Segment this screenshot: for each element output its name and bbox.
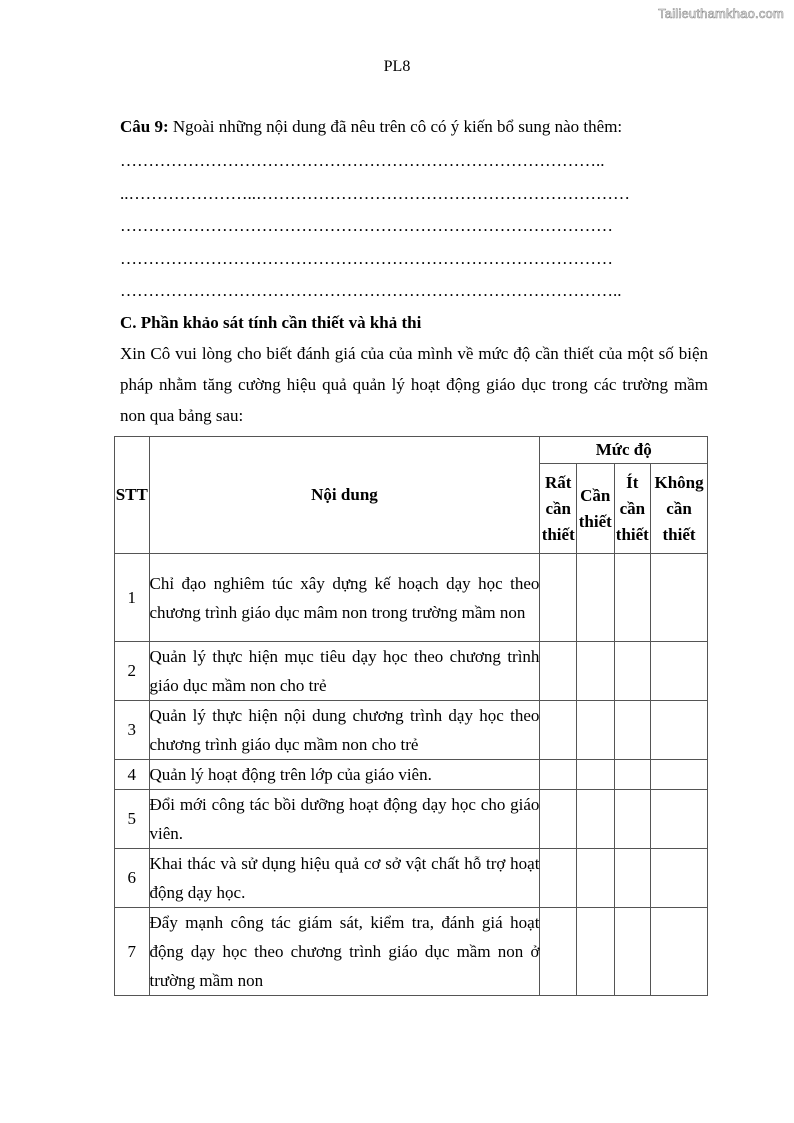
checkbox-cell[interactable] — [651, 642, 708, 701]
answer-line[interactable]: …………………………………………………………………………… — [120, 216, 613, 235]
answer-lines — [120, 145, 708, 308]
row-content: Quản lý hoạt động trên lớp của giáo viên. — [149, 760, 540, 790]
checkbox-cell[interactable] — [576, 554, 614, 642]
row-stt: 2 — [115, 642, 150, 701]
row-content: Quản lý thực hiện nội dung chương trình dạy học theo chương trình giáo dục mầm non cho trẻ — [149, 701, 540, 760]
checkbox-cell[interactable] — [651, 849, 708, 908]
checkbox-cell[interactable] — [614, 760, 651, 790]
checkbox-cell[interactable] — [576, 760, 614, 790]
document-body — [120, 113, 708, 431]
answer-line[interactable]: …………………………………………………………………………….. — [120, 281, 622, 300]
level-very-necessary: Rất cần thiết — [540, 464, 577, 554]
checkbox-cell[interactable] — [651, 908, 708, 996]
checkbox-cell[interactable] — [576, 908, 614, 996]
table-row — [115, 701, 708, 760]
header-stt: STT — [115, 437, 150, 554]
checkbox-cell[interactable] — [614, 554, 651, 642]
checkbox-cell[interactable] — [540, 760, 577, 790]
row-stt: 1 — [115, 554, 150, 642]
row-stt: 3 — [115, 701, 150, 760]
checkbox-cell[interactable] — [651, 554, 708, 642]
table-row — [115, 554, 708, 642]
level-necessary: Cần thiết — [576, 464, 614, 554]
question-9-label: Câu 9: — [120, 117, 169, 136]
row-stt: 7 — [115, 908, 150, 996]
answer-line[interactable]: ………………………………………………………………………….. — [120, 151, 605, 170]
answer-line[interactable]: ..…………………..………………………………………………………… — [120, 183, 630, 203]
level-less-necessary: Ít cần thiết — [614, 464, 651, 554]
checkbox-cell[interactable] — [540, 908, 577, 996]
row-stt: 6 — [115, 849, 150, 908]
checkbox-cell[interactable] — [540, 701, 577, 760]
table-row — [115, 760, 708, 790]
header-content: Nội dung — [149, 437, 540, 554]
question-9-text: Ngoài những nội dung đã nêu trên cô có ý kiến bổ sung nào thêm: — [168, 117, 623, 136]
checkbox-cell[interactable] — [540, 642, 577, 701]
question-9 — [120, 113, 708, 141]
checkbox-cell[interactable] — [540, 849, 577, 908]
checkbox-cell[interactable] — [576, 849, 614, 908]
table-row — [115, 908, 708, 996]
page-label: PL8 — [383, 58, 411, 75]
row-content: Khai thác và sử dụng hiệu quả cơ sở vật chất hỗ trợ hoạt động dạy học. — [149, 849, 540, 908]
section-c-title: C. Phần khảo sát tính cần thiết và khả thi — [120, 312, 422, 332]
checkbox-cell[interactable] — [614, 908, 651, 996]
checkbox-cell[interactable] — [651, 760, 708, 790]
checkbox-cell[interactable] — [614, 849, 651, 908]
checkbox-cell[interactable] — [540, 790, 577, 849]
checkbox-cell[interactable] — [614, 642, 651, 701]
row-content: Đổi mới công tác bồi dưỡng hoạt động dạy học cho giáo viên. — [149, 790, 540, 849]
row-stt: 4 — [115, 760, 150, 790]
watermark: Tailieuthamkhao.com — [658, 6, 784, 21]
table-row — [115, 790, 708, 849]
checkbox-cell[interactable] — [576, 790, 614, 849]
checkbox-cell[interactable] — [651, 790, 708, 849]
checkbox-cell[interactable] — [614, 701, 651, 760]
row-content: Chỉ đạo nghiêm túc xây dựng kế hoạch dạy học theo chương trình giáo dục mâm non trong trường mầm non — [149, 554, 540, 642]
table-row — [115, 642, 708, 701]
checkbox-cell[interactable] — [540, 554, 577, 642]
table-row — [115, 849, 708, 908]
answer-line[interactable]: …………………………………………………………………………… — [120, 248, 613, 268]
checkbox-cell[interactable] — [614, 790, 651, 849]
row-content: Quản lý thực hiện mục tiêu dạy học theo chương trình giáo dục mầm non cho trẻ — [149, 642, 540, 701]
checkbox-cell[interactable] — [651, 701, 708, 760]
header-level: Mức độ — [540, 437, 708, 464]
level-not-necessary: Không cần thiết — [651, 464, 708, 554]
checkbox-cell[interactable] — [576, 642, 614, 701]
checkbox-cell[interactable] — [576, 701, 614, 760]
section-c-intro: Xin Cô vui lòng cho biết đánh giá của của mình về mức độ cần thiết của một số biện pháp nhằm tăng cường hiệu quả quản lý hoạt động giáo dục trong các trường mầm non qua bảng sau: — [120, 343, 708, 425]
row-stt: 5 — [115, 790, 150, 849]
survey-table — [114, 436, 708, 996]
row-content: Đẩy mạnh công tác giám sát, kiểm tra, đánh giá hoạt động dạy học theo chương trình giáo dục mầm non ở trường mầm non — [149, 908, 540, 996]
